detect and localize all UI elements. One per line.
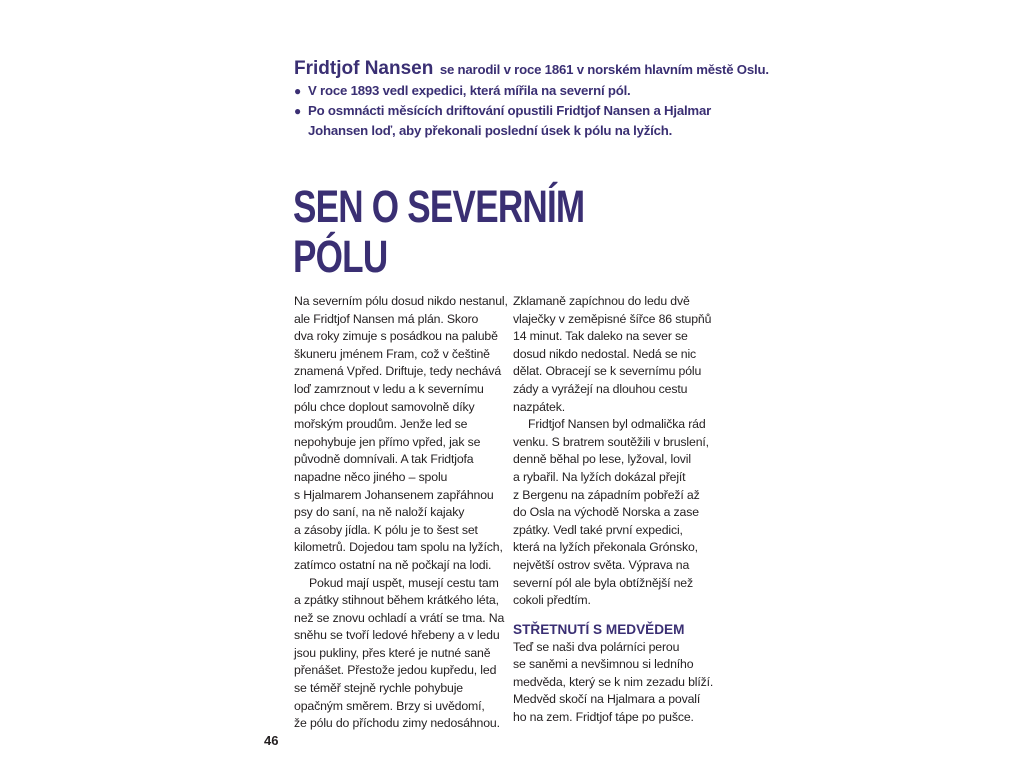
text-line: s Hjalmarem Johansenem zapřáhnou (294, 487, 494, 502)
text-line: jsou pukliny, přes které je nutné saně (294, 645, 491, 660)
text-line: dosud nikdo nedostal. Nedá se nic (513, 346, 697, 361)
lead-text: se narodil v roce 1861 v norském hlavním městě Oslu. (439, 62, 769, 77)
lead-name: Fridtjof Nansen (294, 58, 434, 79)
text-line: přenášet. Přestože jedou kupředu, led (294, 663, 497, 678)
chapter-title (293, 182, 621, 282)
text-line: Fridtjof Nansen byl odmalička rád (528, 417, 706, 432)
text-line: do Osla na východě Norska a zase (513, 505, 699, 520)
right-column (513, 293, 713, 727)
text-line: Pokud mají uspět, musejí cestu tam (309, 575, 499, 590)
text-line: ho na zem. Fridtjof tápe po pušce. (513, 710, 694, 725)
text-line: zády a vyrážejí na dlouhou cestu (513, 381, 688, 396)
text-line: napadne něco jiného – spolu (294, 469, 448, 484)
text-line: nazpátek. (513, 399, 565, 414)
text-line: sněhu se tvoří ledové hřebeny a v ledu (294, 628, 500, 643)
text-line: než se znovu ochladí a vrátí se tma. Na (294, 610, 505, 625)
summary-lead (294, 58, 769, 81)
page-number: 46 (264, 733, 279, 748)
text-line: která na lyžích překonala Grónsko, (513, 540, 698, 555)
text-line: se téměř stejně rychle pohybuje (294, 681, 463, 696)
summary-box (294, 58, 769, 141)
text-line: vlaječky v zeměpisné šířce 86 stupňů (513, 311, 712, 326)
text-line: medvěda, který se k nim zezadu blíží. (513, 674, 714, 689)
text-line: venku. S bratrem soutěžili v bruslení, (513, 434, 709, 449)
text-line: Medvěd skočí na Hjalmara a povalí (513, 692, 701, 707)
text-line: zatímco ostatní na ně počkají na lodi. (294, 557, 492, 572)
text-line: zpátky. Vedl také první expedici, (513, 522, 683, 537)
bullet-dot-icon: ● (294, 104, 302, 118)
summary-bullets (294, 81, 734, 141)
bullet-item: ● V roce 1893 vedl expedici, která mířila na severní pól. (294, 81, 734, 101)
text-line: cokoli předtím. (513, 593, 591, 608)
text-line: opačným směrem. Brzy si uvědomí, (294, 698, 485, 713)
text-line: dva roky zimuje s posádkou na palubě (294, 329, 498, 344)
text-line: dělat. Obracejí se k severnímu pólu (513, 364, 702, 379)
text-line: 14 minut. Tak daleko na sever se (513, 329, 688, 344)
title-line: PÓLU (293, 231, 388, 282)
text-line: loď zamrznout v ledu a k severnímu (294, 381, 484, 396)
text-line: denně běhal po lese, lyžoval, lovil (513, 452, 691, 467)
text-line: se saněmi a nevšimnou si ledního (513, 657, 694, 672)
text-line: největší ostrov světa. Výprava na (513, 557, 690, 572)
text-line: Teď se naši dva polárníci perou (513, 639, 680, 654)
text-line: škuneru jménem Fram, což v češtině (294, 346, 490, 361)
text-line: pólu chce doplout samovolně díky (294, 399, 475, 414)
text-line: Zklamaně zapíchnou do ledu dvě (513, 294, 690, 308)
text-line: severní pól ale byla obtížnější než (513, 575, 693, 590)
text-line: a rybařil. Na lyžích dokázal přejít (513, 469, 686, 484)
text-line: z Bergenu na západním pobřeží až (513, 487, 700, 502)
text-line: a zpátky stihnout během krátkého léta, (294, 593, 499, 608)
text-line: nepohybuje jen přímo vpřed, jak se (294, 434, 481, 449)
bullet-dot-icon: ● (294, 84, 302, 98)
text-line: a zásoby jídla. K pólu je to šest set (294, 522, 478, 537)
text-line: psy do saní, na ně naloží kajaky (294, 505, 465, 520)
text-line: ale Fridtjof Nansen má plán. Skoro (294, 311, 479, 326)
section-subheading: STŘETNUTÍ S MEDVĚDEM (513, 621, 685, 637)
text-line: že pólu do příchodu zimy nedosáhnou. (294, 716, 500, 731)
text-line: mořským proudům. Jenže led se (294, 417, 468, 432)
left-column (294, 293, 508, 733)
text-line: kilometrů. Dojedou tam spolu na lyžích, (294, 540, 503, 555)
text-line: původně domnívali. A tak Fridtjofa (294, 452, 474, 467)
text-line: znamená Vpřed. Driftuje, tedy nechává (294, 364, 502, 379)
bullet-item: ● Po osmnácti měsících driftování opustili Fridtjof Nansen a Hjalmar Johansen loď, aby překonali poslední úsek k pólu na lyžích. (294, 103, 712, 138)
title-line: SEN O SEVERNÍM (293, 181, 585, 232)
text-line: Na severním pólu dosud nikdo nestanul, (294, 294, 508, 308)
